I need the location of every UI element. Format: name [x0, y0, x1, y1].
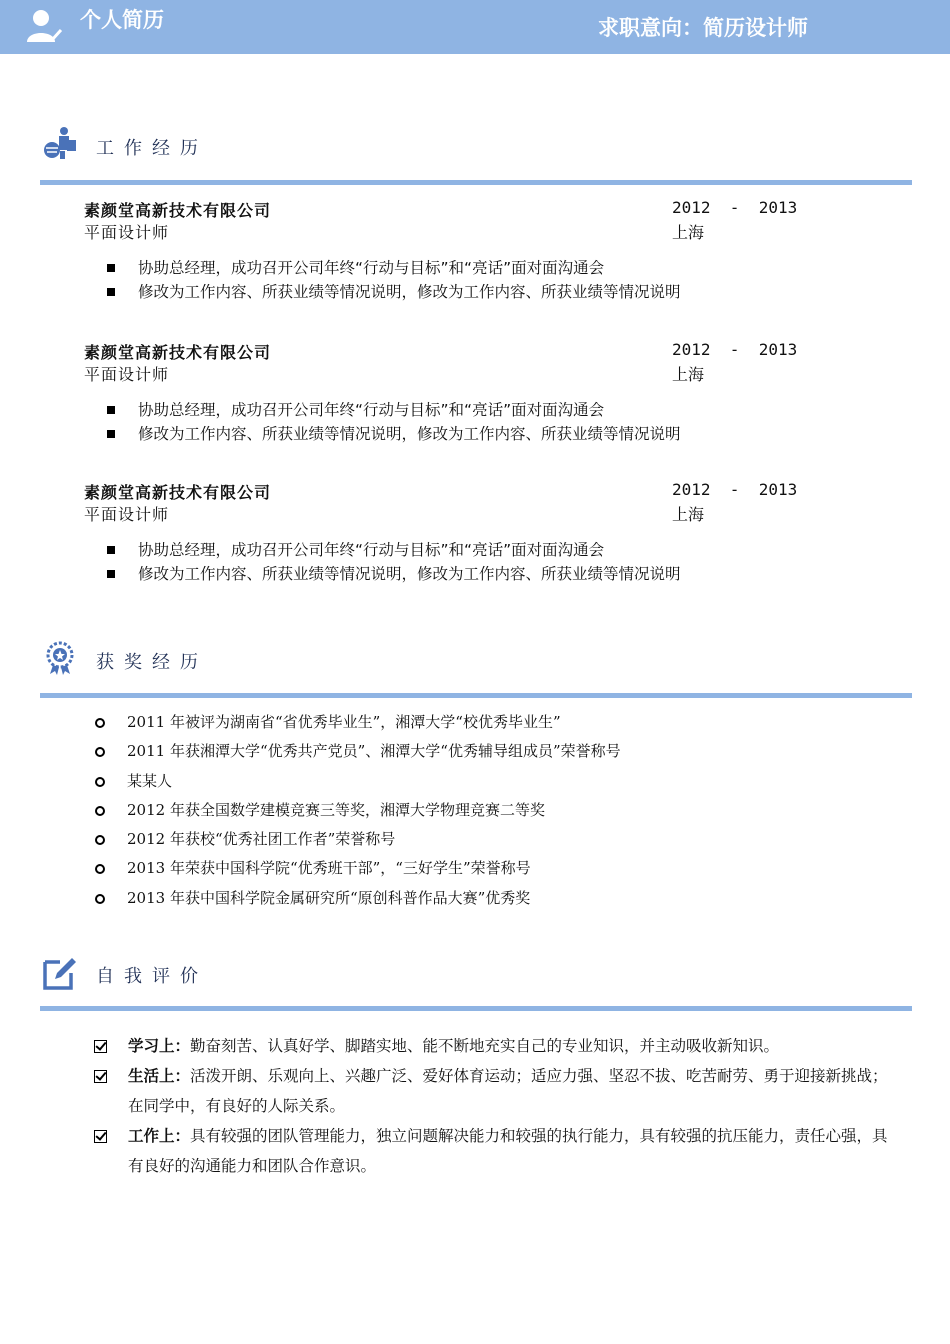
- evaluation-item: 生活上：活泼开朗、乐观向上、兴趣广泛、爱好体育运动；适应力强、坚忍不拔、吃苦耐劳、勇于迎接新挑战；在同学中，有良好的人际关系。: [94, 1061, 894, 1121]
- award-item: 2012 年获校“优秀社团工作者”荣誉称号: [92, 825, 621, 854]
- checkbox-checked-icon: [94, 1130, 107, 1143]
- circle-bullet-icon: [95, 864, 105, 874]
- job-company: 素颜堂高新技术有限公司: [84, 343, 272, 362]
- evaluation-section-divider: [40, 1006, 912, 1011]
- job-dates: 2012 - 2013: [672, 480, 798, 499]
- circle-bullet-icon: [95, 718, 105, 728]
- duty-item: 协助总经理，成功召开公司年终“行动与目标”和“亮话”面对面沟通会: [104, 538, 681, 562]
- circle-bullet-icon: [95, 747, 105, 757]
- award-item: 2012 年获全国数学建模竞赛三等奖，湘潭大学物理竞赛二等奖: [92, 796, 621, 825]
- awards-section-divider: [40, 693, 912, 698]
- duty-item: 协助总经理，成功召开公司年终“行动与目标”和“亮话”面对面沟通会: [104, 398, 681, 422]
- work-section-divider: [40, 180, 912, 185]
- awards-list: [92, 708, 621, 913]
- job-intent: 求职意向：简历设计师: [598, 16, 808, 40]
- job-role: 平面设计师: [84, 505, 170, 524]
- circle-bullet-icon: [95, 835, 105, 845]
- job-company: 素颜堂高新技术有限公司: [84, 201, 272, 220]
- job-role: 平面设计师: [84, 223, 170, 242]
- square-bullet-icon: [107, 288, 115, 296]
- checkbox-checked-icon: [94, 1070, 107, 1083]
- team-work-icon: [42, 126, 78, 162]
- award-item: 2013 年荣获中国科学院“优秀班干部”，“三好学生”荣誉称号: [92, 854, 621, 883]
- square-bullet-icon: [107, 406, 115, 414]
- job-duties: [104, 398, 681, 446]
- work-section-title: 工作经历: [96, 138, 208, 159]
- duty-item: 协助总经理，成功召开公司年终“行动与目标”和“亮话”面对面沟通会: [104, 256, 681, 280]
- job-dates: 2012 - 2013: [672, 340, 798, 359]
- job-company: 素颜堂高新技术有限公司: [84, 483, 272, 502]
- duty-item: 修改为工作内容、所获业绩等情况说明，修改为工作内容、所获业绩等情况说明: [104, 422, 681, 446]
- square-bullet-icon: [107, 546, 115, 554]
- job-duties: [104, 538, 681, 586]
- award-item: 2011 年获湘潭大学“优秀共产党员”、湘潭大学“优秀辅导组成员”荣誉称号: [92, 737, 621, 766]
- circle-bullet-icon: [95, 894, 105, 904]
- job-dates: 2012 - 2013: [672, 198, 798, 217]
- square-bullet-icon: [107, 264, 115, 272]
- resume-title: 个人简历: [80, 8, 164, 32]
- duty-item: 修改为工作内容、所获业绩等情况说明，修改为工作内容、所获业绩等情况说明: [104, 562, 681, 586]
- awards-section-title: 获奖经历: [96, 652, 208, 673]
- job-role: 平面设计师: [84, 365, 170, 384]
- job-location: 上海: [672, 223, 705, 242]
- evaluation-list: [94, 1031, 894, 1181]
- evaluation-item: 工作上：具有较强的团队管理能力，独立问题解决能力和较强的执行能力，具有较强的抗压能力，责任心强，具有良好的沟通能力和团队合作意识。: [94, 1121, 894, 1181]
- evaluation-item: 学习上：勤奋刻苦、认真好学、脚踏实地、能不断地充实自己的专业知识，并主动吸收新知识。: [94, 1031, 894, 1061]
- evaluation-section-title: 自我评价: [96, 966, 208, 987]
- circle-bullet-icon: [95, 806, 105, 816]
- circle-bullet-icon: [95, 777, 105, 787]
- edit-pencil-icon: [42, 955, 78, 991]
- job-location: 上海: [672, 505, 705, 524]
- job-duties: [104, 256, 681, 304]
- award-item: 2011 年被评为湖南省“省优秀毕业生”，湘潭大学“校优秀毕业生”: [92, 708, 621, 737]
- award-item: 某某人: [92, 767, 621, 796]
- user-check-icon: [24, 6, 64, 46]
- award-medal-icon: [42, 640, 78, 676]
- checkbox-checked-icon: [94, 1040, 107, 1053]
- square-bullet-icon: [107, 430, 115, 438]
- duty-item: 修改为工作内容、所获业绩等情况说明，修改为工作内容、所获业绩等情况说明: [104, 280, 681, 304]
- job-location: 上海: [672, 365, 705, 384]
- header-banner: [0, 0, 950, 54]
- square-bullet-icon: [107, 570, 115, 578]
- award-item: 2013 年获中国科学院金属研究所“原创科普作品大赛”优秀奖: [92, 884, 621, 913]
